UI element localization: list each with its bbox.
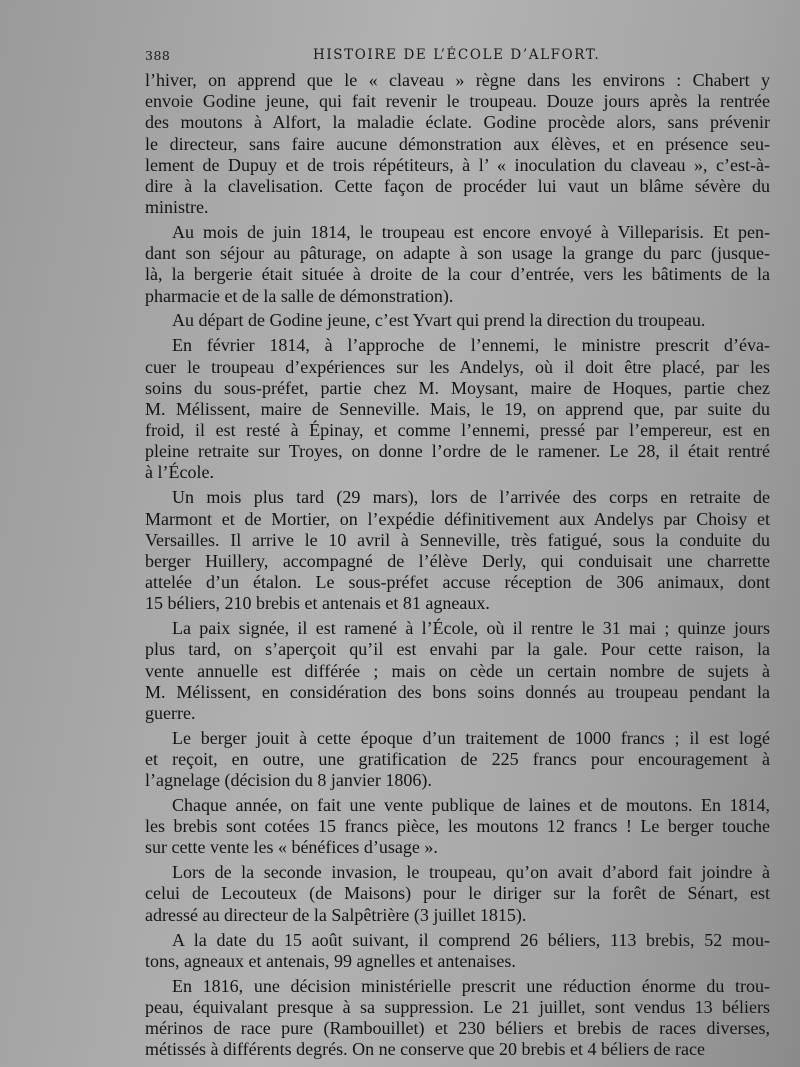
text-line: les brebis sont cotées 15 francs pièce, les moutons 12 francs ! Le berger touche bbox=[145, 816, 770, 837]
text-line: Au départ de Godine jeune, c’est Yvart qui prend la direction du troupeau. bbox=[172, 310, 706, 331]
text-line: et reçoit, en outre, une gratification de 225 francs pour encouragement à bbox=[145, 748, 770, 769]
text-line: Lors de la seconde invasion, le troupeau, qu’on avait d’abord fait joindre à bbox=[172, 862, 770, 883]
text-line: En février 1814, à l’approche de l’ennemi, le ministre prescrit d’éva- bbox=[172, 335, 770, 356]
text-line: plus tard, on s’aperçoit qu’il est envahi par la gale. Pour cette raison, la bbox=[145, 639, 770, 660]
page-number: 388 bbox=[145, 48, 171, 63]
text-line: sur cette vente les « bénéfices d’usage ». bbox=[145, 837, 438, 858]
text-line: le directeur, sans faire aucune démonstration aux élèves, et en présence seu- bbox=[145, 133, 770, 154]
text-line: La paix signée, il est ramené à l’École, où il rentre le 31 mai ; quinze jours bbox=[172, 618, 770, 639]
text-line: adressé au directeur de la Salpêtrière (3 juillet 1815). bbox=[145, 904, 527, 925]
text-line: mérinos de race pure (Rambouillet) et 230 béliers et brebis de races diverses, bbox=[145, 1017, 770, 1038]
text-line: l’hiver, on apprend que le « claveau » règne dans les environs : Chabert y bbox=[145, 70, 770, 90]
text-line: M. Mélissent, maire de Senneville. Mais, le 19, on apprend que, par suite du bbox=[145, 398, 770, 419]
body-text bbox=[145, 70, 770, 1060]
text-line: soins du sous-préfet, partie chez M. Moysant, maire de Hoques, partie chez bbox=[145, 377, 770, 398]
paragraph bbox=[145, 862, 770, 926]
paragraph bbox=[145, 728, 770, 792]
text-line: dant son séjour au pâturage, on adapte à son usage la grange du parc (jusque- bbox=[145, 243, 770, 264]
text-line: pleine retraite sur Troyes, on donne l’ordre de le ramener. Le 28, il était rentré bbox=[145, 441, 770, 462]
page-header bbox=[145, 44, 770, 70]
text-line: En 1816, une décision ministérielle prescrit une réduction énorme du trou- bbox=[172, 975, 770, 996]
running-title: HISTOIRE DE L’ÉCOLE D’ALFORT. bbox=[313, 47, 601, 63]
paragraph bbox=[145, 310, 770, 331]
text-line: Au mois de juin 1814, le troupeau est encore envoyé à Villeparisis. Et pen- bbox=[172, 222, 770, 242]
paragraph bbox=[145, 222, 770, 307]
text-line: Marmont et de Mortier, on l’expédie définitivement aux Andelys par Choisy et bbox=[145, 508, 770, 529]
paragraph bbox=[145, 335, 770, 483]
text-line: tons, agneaux et antenais, 99 agnelles et antenaises. bbox=[145, 950, 516, 971]
text-line: Versailles. Il arrive le 10 avril à Senneville, très fatigué, sous la conduite du bbox=[145, 529, 770, 550]
text-line: celui de Lecouteux (de Maisons) pour le diriger sur la forêt de Sénart, est bbox=[145, 883, 770, 904]
text-line: lement de Dupuy et de trois répétiteurs, à l’ « inoculation du claveau », c’est-à- bbox=[145, 154, 770, 175]
text-line: Chaque année, on fait une vente publique de laines et de moutons. En 1814, bbox=[172, 795, 770, 815]
text-line: cuer le troupeau d’expériences sur les Andelys, où il doit être placé, par les bbox=[145, 356, 770, 377]
paragraph bbox=[145, 487, 770, 614]
text-line: envoie Godine jeune, qui fait revenir le troupeau. Douze jours après la rentrée bbox=[145, 91, 770, 112]
text-line: ministre. bbox=[145, 197, 209, 218]
text-line: vente annuelle est différée ; mais on cède un certain nombre de sujets à bbox=[145, 660, 770, 681]
text-line: peau, équivalant presque à sa suppression. Le 21 juillet, sont vendus 13 béliers bbox=[145, 996, 770, 1017]
text-line: des moutons à Alfort, la maladie éclate. Godine procède alors, sans prévenir bbox=[145, 112, 770, 133]
text-line: M. Mélissent, en considération des bons soins donnés au troupeau pendant la bbox=[145, 681, 770, 702]
paragraph bbox=[145, 70, 770, 218]
text-line: A la date du 15 août suivant, il comprend 26 béliers, 113 brebis, 52 mou- bbox=[172, 929, 770, 950]
text-line: dire à la clavelisation. Cette façon de procéder lui vaut un blâme sévère du bbox=[145, 175, 770, 196]
text-line: attelée d’un étalon. Le sous-préfet accuse réception de 306 animaux, dont bbox=[145, 572, 770, 593]
text-line: Un mois plus tard (29 mars), lors de l’arrivée des corps en retraite de bbox=[172, 487, 770, 508]
text-line: guerre. bbox=[145, 702, 196, 723]
paragraph bbox=[145, 976, 770, 1061]
text-line: là, la bergerie était située à droite de la cour d’entrée, vers les bâtiments de la bbox=[145, 264, 770, 285]
paragraph bbox=[145, 795, 770, 859]
text-line: l’agnelage (décision du 8 janvier 1806). bbox=[145, 770, 432, 791]
text-line: pharmacie et de la salle de démonstration). bbox=[145, 285, 454, 306]
text-line: Le berger jouit à cette époque d’un traitement de 1000 francs ; il est logé bbox=[172, 727, 770, 748]
text-line: froid, il est resté à Épinay, et comme l’ennemi, pressé par l’empereur, est en bbox=[145, 420, 770, 441]
text-line: à l’École. bbox=[145, 462, 214, 483]
text-line: métissés à différents degrés. On ne conserve que 20 brebis et 4 béliers de race bbox=[145, 1039, 705, 1060]
paragraph bbox=[145, 618, 770, 724]
text-line: berger Huillery, accompagné de l’élève Derly, qui conduisait une charrette bbox=[145, 550, 770, 571]
text-line: 15 béliers, 210 brebis et antenais et 81 agneaux. bbox=[145, 593, 490, 614]
paragraph bbox=[145, 930, 770, 972]
